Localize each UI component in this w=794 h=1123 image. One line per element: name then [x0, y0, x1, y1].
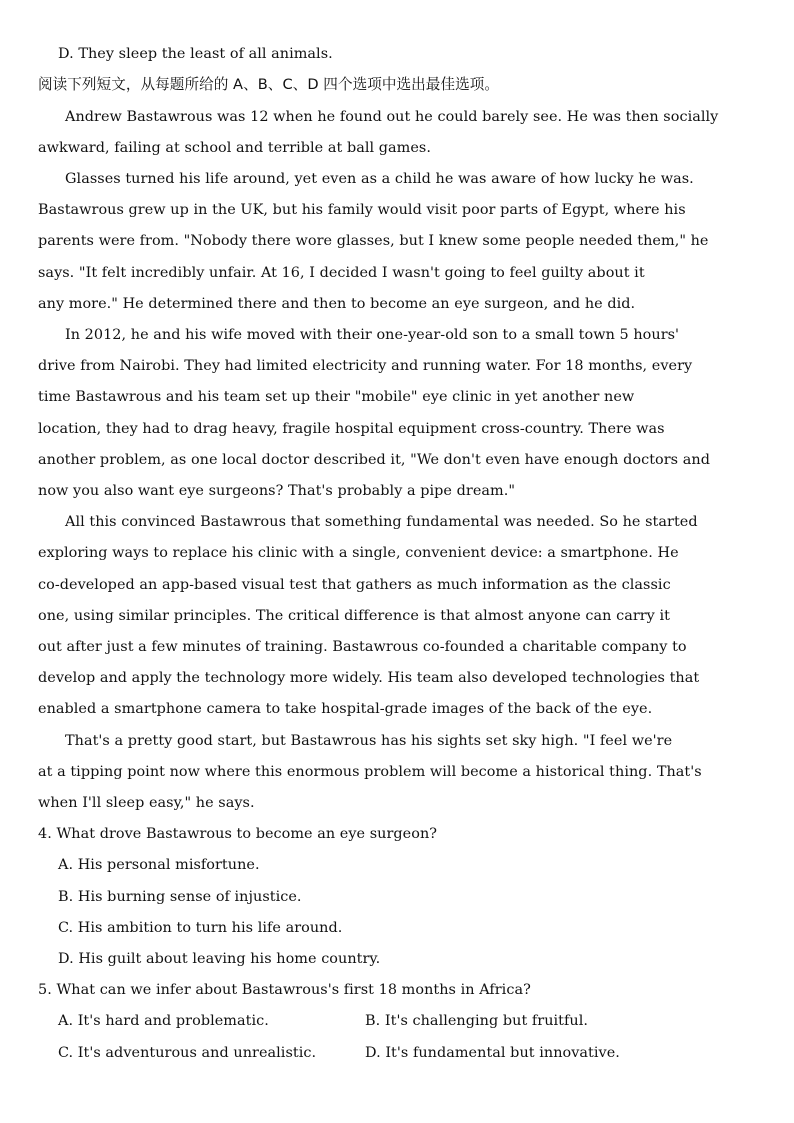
- passage-line: says. "It felt incredibly unfair. At 16, I decided I wasn't going to feel guilty about it: [38, 265, 645, 281]
- passage-line: Glasses turned his life around, yet even as a child he was aware of how lucky he was.: [65, 171, 694, 187]
- passage-line: Andrew Bastawrous was 12 when he found out he could barely see. He was then socially: [65, 109, 719, 125]
- passage-line: location, they had to drag heavy, fragile hospital equipment cross-country. There was: [38, 421, 665, 437]
- passage-line: time Bastawrous and his team set up their "mobile" eye clinic in yet another new: [38, 389, 635, 405]
- passage-line: another problem, as one local doctor described it, "We don't even have enough doctors and: [38, 452, 710, 468]
- passage-line: All this convinced Bastawrous that something fundamental was needed. So he started: [65, 514, 698, 530]
- passage-line: develop and apply the technology more widely. His team also developed technologies that: [38, 670, 700, 686]
- passage-line: co-developed an app-based visual test that gathers as much information as the classic: [38, 577, 671, 593]
- question-5-stem: 5. What can we infer about Bastawrous's first 18 months in Africa?: [38, 982, 531, 998]
- passage-line: parents were from. "Nobody there wore glasses, but I knew some people needed them," he: [38, 233, 709, 249]
- question-4-option-a: A. His personal misfortune.: [58, 857, 260, 873]
- question-5-option-a: A. It's hard and problematic.: [58, 1013, 269, 1029]
- passage-line: Bastawrous grew up in the UK, but his family would visit poor parts of Egypt, where his: [38, 202, 686, 218]
- passage-line: when I'll sleep easy," he says.: [38, 795, 255, 811]
- question-4-stem: 4. What drove Bastawrous to become an eye surgeon?: [38, 826, 438, 842]
- passage-line: awkward, failing at school and terrible at ball games.: [38, 140, 431, 156]
- passage-line: at a tipping point now where this enormous problem will become a historical thing. That's: [38, 764, 702, 780]
- question-5-option-d: D. It's fundamental but innovative.: [365, 1045, 620, 1061]
- passage-line: That's a pretty good start, but Bastawrous has his sights set sky high. "I feel we're: [65, 733, 673, 749]
- passage-line: one, using similar principles. The critical difference is that almost anyone can carry it: [38, 608, 670, 624]
- passage-line: drive from Nairobi. They had limited electricity and running water. For 18 months, every: [38, 358, 693, 374]
- question-4-option-c: C. His ambition to turn his life around.: [58, 920, 343, 936]
- passage-line: In 2012, he and his wife moved with their one-year-old son to a small town 5 hours': [65, 327, 680, 343]
- question-4-option-d: D. His guilt about leaving his home country.: [58, 951, 381, 967]
- passage-line: exploring ways to replace his clinic with a single, convenient device: a smartphone. He: [38, 545, 679, 561]
- passage-line: out after just a few minutes of training. Bastawrous co-founded a charitable company to: [38, 639, 687, 655]
- passage-line: any more." He determined there and then to become an eye surgeon, and he did.: [38, 296, 636, 312]
- section-instructions: 阅读下列短文，从每题所给的 A、B、C、D 四个选项中选出最佳选项。: [38, 76, 500, 93]
- question-5-option-b: B. It's challenging but fruitful.: [365, 1013, 588, 1029]
- question-5-option-c: C. It's adventurous and unrealistic.: [58, 1045, 317, 1061]
- question-4-option-b: B. His burning sense of injustice.: [58, 889, 302, 905]
- passage-line: enabled a smartphone camera to take hospital-grade images of the back of the eye.: [38, 701, 653, 717]
- prev-question-option-d: D. They sleep the least of all animals.: [58, 46, 333, 62]
- passage-line: now you also want eye surgeons? That's probably a pipe dream.": [38, 483, 515, 499]
